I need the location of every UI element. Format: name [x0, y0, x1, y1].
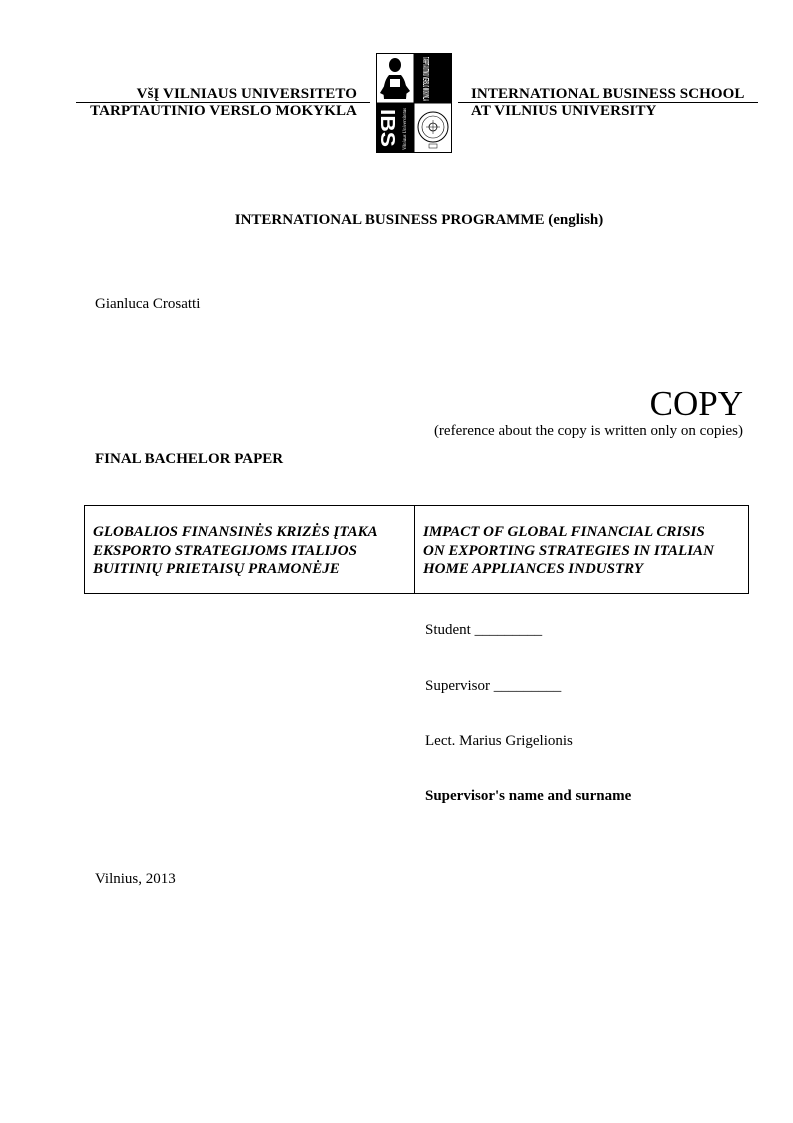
- title-en-line: HOME APPLIANCES INDUSTRY: [423, 561, 644, 577]
- title-table: [84, 505, 749, 594]
- title-en-line: ON EXPORTING STRATEGIES IN ITALIAN: [423, 542, 714, 559]
- logo-text-ibs: IBS: [376, 109, 398, 143]
- logo-text-vertical: Vilniaus Universitetas: [403, 105, 408, 150]
- university-name-lithuanian: [90, 86, 357, 120]
- university-name-en-line2: AT VILNIUS UNIVERSITY: [471, 103, 657, 119]
- title-lt-line: GLOBALIOS FINANSINĖS KRIZĖS ĮTAKA: [93, 524, 378, 540]
- logo-text-top: [421, 57, 431, 101]
- title-lithuanian: [85, 506, 415, 593]
- title-lt-line: BUITINIŲ PRIETAISŲ PRAMONĖJE: [93, 561, 340, 577]
- university-name-lt-line2: TARPTAUTINIO VERSLO MOKYKLA: [90, 103, 357, 119]
- student-name: Gianluca Crosatti: [95, 296, 201, 312]
- supervisor-caption: Supervisor's name and surname: [425, 788, 632, 804]
- copy-label: COPY: [649, 384, 743, 423]
- university-name-en-line1: INTERNATIONAL BUSINESS SCHOOL: [471, 86, 745, 102]
- city-year: Vilnius, 2013: [95, 871, 176, 887]
- programme-title: INTERNATIONAL BUSINESS PROGRAMME (english): [234, 212, 604, 228]
- supervisor-signature-line: Supervisor _________: [425, 678, 562, 694]
- student-signature-line: Student _________: [425, 622, 543, 638]
- ibs-logo-icon: [376, 53, 452, 153]
- university-name-lt-line1: VšĮ VILNIAUS UNIVERSITETO: [136, 86, 357, 102]
- header-rule-left: [76, 102, 370, 103]
- university-name-english: [471, 86, 745, 120]
- title-lt-line: EKSPORTO STRATEGIJOMS ITALIJOS: [93, 542, 357, 559]
- title-english: [415, 506, 748, 593]
- paper-type: FINAL BACHELOR PAPER: [95, 451, 284, 467]
- title-en-line: IMPACT OF GLOBAL FINANCIAL CRISIS: [423, 524, 705, 540]
- supervisor-name: Lect. Marius Grigelionis: [425, 733, 573, 749]
- copy-reference-note: (reference about the copy is written only on copies): [433, 423, 743, 439]
